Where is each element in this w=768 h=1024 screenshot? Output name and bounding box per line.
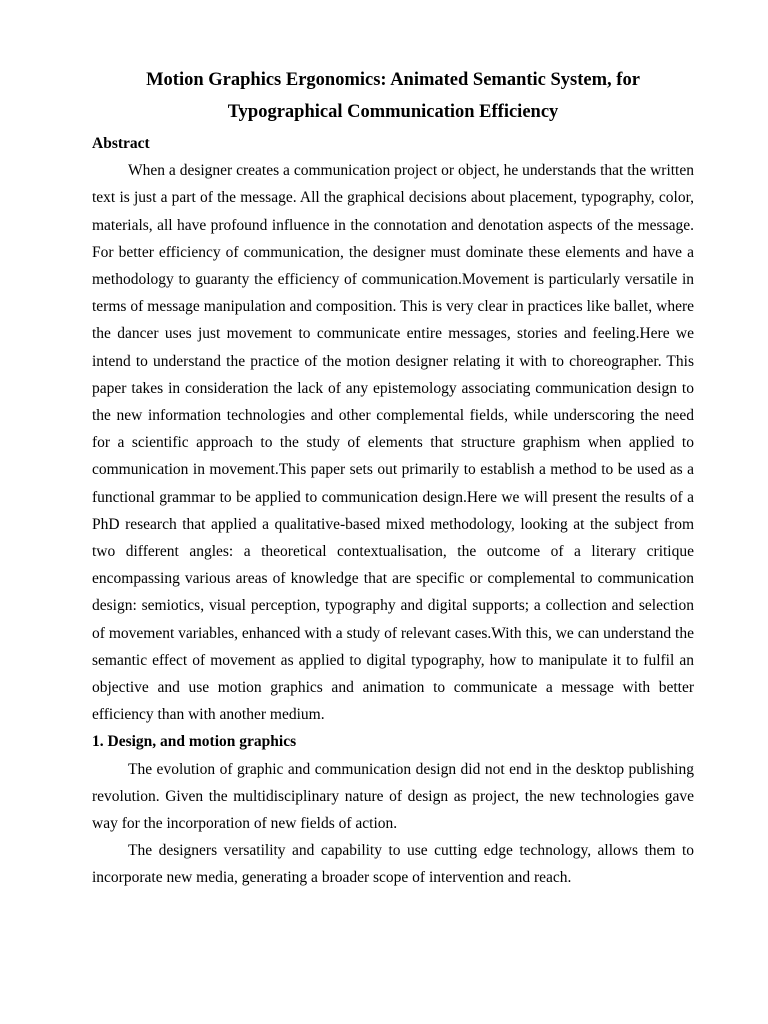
section-1-paragraph-1: The evolution of graphic and communication design did not end in the desktop publishing revolution. Given the multidisciplinary nature of design as project, the new technologies gave way for the incorporation of new fields of action. [92,760,694,833]
paper-page [92,64,694,892]
abstract-heading: Abstract [92,135,150,152]
paper-title-line-1: Motion Graphics Ergonomics: Animated Semantic System, for [146,70,640,90]
paper-title-line-2: Typographical Communication Efficiency [227,102,559,122]
section-1-paragraph-2: The designers versatility and capability to use cutting edge technology, allows them to incorporate new media, generating a broader scope of intervention and reach. [92,842,694,887]
abstract-text: When a designer creates a communication project or object, he understands that the written text is just a part of the message. All the graphical decisions about placement, typography, color, materials, all have profound influence in the connotation and denotation aspects of the message. For better efficiency of communication, the designer must dominate these elements and have a methodology to guaranty the efficiency of communication.Movement is particularly versatile in terms of message manipulation and composition. This is very clear in practices like ballet, where the dancer uses just movement to communicate entire messages, stories and feeling.Here we intend to understand the practice of the motion designer relating it with to choreographer. This paper takes in consideration the lack of any epistemology associating communication design to the new information technologies and other complemental fields, while underscoring the need for a scientific approach to the study of elements that structure graphism when applied to communication in movement.This paper sets out primarily to establish a method to be used as a functional grammar to be applied to communication design.Here we will present the results of a PhD research that applied a qualitative-based mixed methodology, looking at the subject from two different angles: a theoretical contextualisation, the outcome of a literary critique encompassing various areas of knowledge that are specific or complemental to communication design: semiotics, visual perception, typography and digital supports; a collection and selection of movement variables, enhanced with a study of relevant cases.With this, we can understand the semantic effect of movement as applied to digital typography, how to manipulate it to fulfil an objective and use motion graphics and animation to communicate a message with better efficiency than with another medium. [92,162,694,724]
paper-title [82,64,704,128]
section-1-heading: 1. Design, and motion graphics [92,733,297,751]
